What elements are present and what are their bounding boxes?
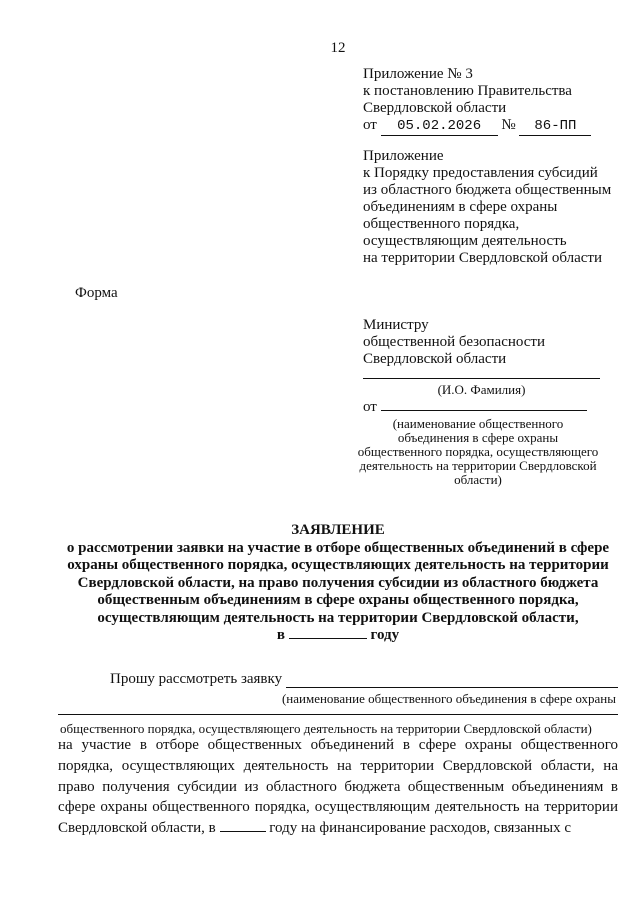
from-caption-line: (наименование общественного (392, 416, 564, 431)
request-lead: Прошу рассмотреть заявку (110, 671, 283, 687)
name-caption-line1: (наименование общественного объединения в сфере охраны (281, 691, 616, 706)
appendix-ref-line: Приложение № 3 (363, 66, 473, 82)
appendix-order-line: из областного бюджета общественным (363, 182, 612, 198)
statement-title-block (58, 522, 618, 645)
signature-line (363, 378, 600, 379)
signature-caption: (И.О. Фамилия) (437, 382, 526, 397)
request-line (58, 670, 618, 688)
appendix-ref-line: к постановлению Правительства (363, 83, 572, 99)
year-after: году (370, 627, 400, 643)
year-before: в (276, 627, 285, 643)
appendix-order-line: осуществляющим деятельность (363, 233, 567, 249)
appendix-order-line: общественного порядка, (363, 216, 520, 232)
appendix-ref-line: Свердловской области (363, 100, 507, 116)
appendix-order-line: к Порядку предоставления субсидий (363, 165, 598, 181)
appendix-reference-block (363, 66, 591, 136)
title-line: охраны общественного порядка, осуществляющих деятельность на территории (67, 557, 609, 573)
from-caption-line: объединения в сфере охраны (397, 430, 559, 445)
from-label: от (363, 399, 377, 415)
appendix-order-line: объединениям в сфере охраны (363, 199, 558, 215)
addressee-line: общественной безопасности (363, 334, 546, 350)
body-paragraph (58, 735, 618, 839)
body-text-before: на участие в отборе общественных объединений в сфере охраны общественного порядка, осуществляющих деятельность на территории Свердловской области, на право получения субсидии из областного бюджета общественным объединениям в сфере охраны общественного порядка, осуществляющим деятельность на территории Свердловской области, в (58, 737, 618, 837)
body-text-after: году на финансирование расходов, связанных с (269, 820, 571, 837)
appendix-order-line: на территории Свердловской области (363, 250, 603, 266)
request-blank (286, 670, 618, 688)
form-label: Форма (75, 285, 118, 301)
from-caption-line: области) (454, 472, 502, 487)
from-blank (381, 410, 587, 411)
body-year-blank (220, 831, 266, 832)
from-line (363, 399, 587, 416)
from-caption-line: деятельность на территории Свердловской (359, 458, 597, 473)
number-sign: № (501, 117, 516, 133)
name-caption-line2: общественного порядка, осуществляющего деятельность на территории Свердловской области) (60, 721, 592, 736)
addressee-line: Министру (363, 317, 429, 333)
title-line: осуществляющим деятельность на территории Свердловской области, (97, 609, 579, 626)
addressee-line: Свердловской области (363, 351, 507, 367)
date-prefix: от (363, 117, 377, 133)
appendix-order-line: Приложение (363, 148, 444, 164)
addressee-block (363, 317, 545, 368)
from-caption-block (342, 417, 614, 487)
title-line: общественным объединениям в сфере охраны общественного порядка, (97, 592, 579, 608)
appendix-ref-date-line (363, 117, 591, 136)
title-year-line (58, 627, 618, 645)
name-fill-line (58, 714, 618, 715)
resolution-date-value: 05.02.2026 (381, 118, 498, 136)
appendix-order-block (363, 148, 611, 267)
resolution-number-value: 86-ПП (519, 118, 591, 136)
page-number: 12 (330, 40, 346, 56)
statement-heading: ЗАЯВЛЕНИЕ (291, 522, 385, 538)
title-line: о рассмотрении заявки на участие в отборе общественных объединений в сфере (66, 539, 610, 556)
title-line: Свердловской области, на право получения субсидии из областного бюджета (77, 574, 599, 591)
year-blank (289, 638, 367, 639)
from-caption-line: общественного порядка, осуществляющего (357, 444, 599, 459)
